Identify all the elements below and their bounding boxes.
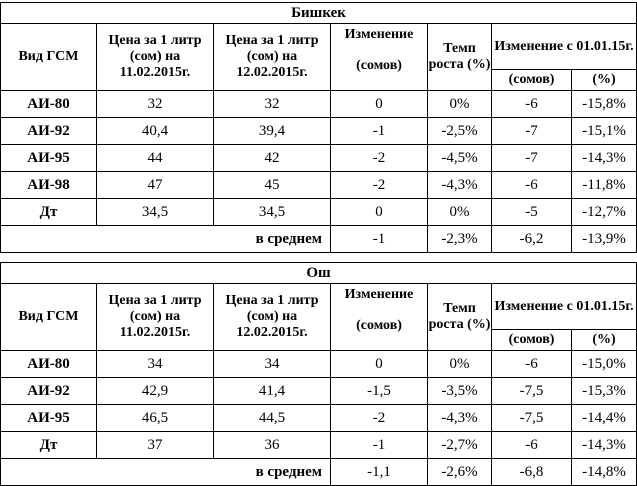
since-pct-cell: -14,4% xyxy=(572,405,637,432)
header-price-old: Цена за 1 литр (сом) на 11.02.2015г. xyxy=(97,284,214,351)
since-pct-cell: -12,7% xyxy=(572,199,637,226)
fuel-cell: АИ-80 xyxy=(1,91,97,118)
fuel-price-table-osh xyxy=(0,262,637,486)
header-price-new: Цена за 1 литр (сом) на 12.02.2015г. xyxy=(214,284,331,351)
avg-change-cell: -1,1 xyxy=(331,459,428,486)
since-pct-cell: -11,8% xyxy=(572,172,637,199)
price-new-cell: 39,4 xyxy=(214,118,331,145)
since-som-cell: -7 xyxy=(492,145,572,172)
change-cell: -2 xyxy=(331,172,428,199)
price-new-cell: 45 xyxy=(214,172,331,199)
average-label: в среднем xyxy=(1,459,331,486)
price-old-cell: 47 xyxy=(97,172,214,199)
header-growth: Темп роста (%) xyxy=(428,24,492,91)
change-cell: -1 xyxy=(331,432,428,459)
header-change-unit: (сомов) xyxy=(356,318,402,333)
price-old-cell: 46,5 xyxy=(97,405,214,432)
change-cell: 0 xyxy=(331,351,428,378)
city-title: Бишкек xyxy=(1,3,637,24)
header-change-label: Изменение xyxy=(344,287,414,302)
header-since: Изменение с 01.01.15г. xyxy=(492,24,637,70)
growth-cell: -4,3% xyxy=(428,405,492,432)
price-old-cell: 40,4 xyxy=(97,118,214,145)
city-title: Ош xyxy=(1,263,637,284)
table-row xyxy=(1,172,637,199)
price-new-cell: 42 xyxy=(214,145,331,172)
change-cell: -1,5 xyxy=(331,378,428,405)
price-new-cell: 34 xyxy=(214,351,331,378)
since-som-cell: -6 xyxy=(492,172,572,199)
fuel-cell: Дт xyxy=(1,432,97,459)
change-cell: 0 xyxy=(331,91,428,118)
since-som-cell: -7,5 xyxy=(492,405,572,432)
since-som-cell: -5 xyxy=(492,199,572,226)
avg-since-pct-cell: -14,8% xyxy=(572,459,637,486)
avg-growth-cell: -2,6% xyxy=(428,459,492,486)
price-new-cell: 41,4 xyxy=(214,378,331,405)
header-since-pct: (%) xyxy=(572,70,637,91)
average-row xyxy=(1,226,637,253)
header-change xyxy=(331,24,428,91)
growth-cell: -2,5% xyxy=(428,118,492,145)
header-fuel-type: Вид ГСМ xyxy=(1,284,97,351)
fuel-cell: АИ-95 xyxy=(1,145,97,172)
fuel-cell: АИ-98 xyxy=(1,172,97,199)
fuel-cell: АИ-95 xyxy=(1,405,97,432)
table-row xyxy=(1,91,637,118)
fuel-cell: АИ-92 xyxy=(1,118,97,145)
growth-cell: -4,5% xyxy=(428,145,492,172)
header-since-som: (сомов) xyxy=(492,330,572,351)
avg-change-cell: -1 xyxy=(331,226,428,253)
price-old-cell: 32 xyxy=(97,91,214,118)
header-change-unit: (сомов) xyxy=(356,58,402,73)
change-cell: -2 xyxy=(331,145,428,172)
since-som-cell: -7 xyxy=(492,118,572,145)
average-row xyxy=(1,459,637,486)
table-row xyxy=(1,351,637,378)
since-pct-cell: -15,0% xyxy=(572,351,637,378)
header-growth: Темп роста (%) xyxy=(428,284,492,351)
growth-cell: 0% xyxy=(428,199,492,226)
price-old-cell: 34 xyxy=(97,351,214,378)
change-cell: 0 xyxy=(331,199,428,226)
avg-since-som-cell: -6,8 xyxy=(492,459,572,486)
header-since: Изменение с 01.01.15г. xyxy=(492,284,637,330)
growth-cell: 0% xyxy=(428,91,492,118)
growth-cell: 0% xyxy=(428,351,492,378)
table-row xyxy=(1,118,637,145)
price-old-cell: 42,9 xyxy=(97,378,214,405)
header-since-som: (сомов) xyxy=(492,70,572,91)
growth-cell: -2,7% xyxy=(428,432,492,459)
fuel-cell: АИ-92 xyxy=(1,378,97,405)
since-pct-cell: -15,3% xyxy=(572,378,637,405)
avg-since-pct-cell: -13,9% xyxy=(572,226,637,253)
fuel-cell: АИ-80 xyxy=(1,351,97,378)
since-pct-cell: -14,3% xyxy=(572,432,637,459)
table-row xyxy=(1,405,637,432)
price-old-cell: 34,5 xyxy=(97,199,214,226)
fuel-cell: Дт xyxy=(1,199,97,226)
avg-growth-cell: -2,3% xyxy=(428,226,492,253)
table-row xyxy=(1,145,637,172)
change-cell: -1 xyxy=(331,118,428,145)
change-cell: -2 xyxy=(331,405,428,432)
since-som-cell: -6 xyxy=(492,351,572,378)
growth-cell: -4,3% xyxy=(428,172,492,199)
since-pct-cell: -15,1% xyxy=(572,118,637,145)
price-old-cell: 44 xyxy=(97,145,214,172)
price-new-cell: 36 xyxy=(214,432,331,459)
since-pct-cell: -15,8% xyxy=(572,91,637,118)
header-price-new: Цена за 1 литр (сом) на 12.02.2015г. xyxy=(214,24,331,91)
avg-since-som-cell: -6,2 xyxy=(492,226,572,253)
since-som-cell: -6 xyxy=(492,432,572,459)
since-som-cell: -6 xyxy=(492,91,572,118)
since-som-cell: -7,5 xyxy=(492,378,572,405)
header-fuel-type: Вид ГСМ xyxy=(1,24,97,91)
fuel-price-table-bishkek xyxy=(0,2,637,253)
price-new-cell: 34,5 xyxy=(214,199,331,226)
growth-cell: -3,5% xyxy=(428,378,492,405)
header-change xyxy=(331,284,428,351)
header-since-pct: (%) xyxy=(572,330,637,351)
table-row xyxy=(1,378,637,405)
since-pct-cell: -14,3% xyxy=(572,145,637,172)
table-row xyxy=(1,432,637,459)
table-row xyxy=(1,199,637,226)
price-old-cell: 37 xyxy=(97,432,214,459)
header-price-old: Цена за 1 литр (сом) на 11.02.2015г. xyxy=(97,24,214,91)
header-change-label: Изменение xyxy=(344,27,414,42)
average-label: в среднем xyxy=(1,226,331,253)
price-new-cell: 44,5 xyxy=(214,405,331,432)
price-new-cell: 32 xyxy=(214,91,331,118)
